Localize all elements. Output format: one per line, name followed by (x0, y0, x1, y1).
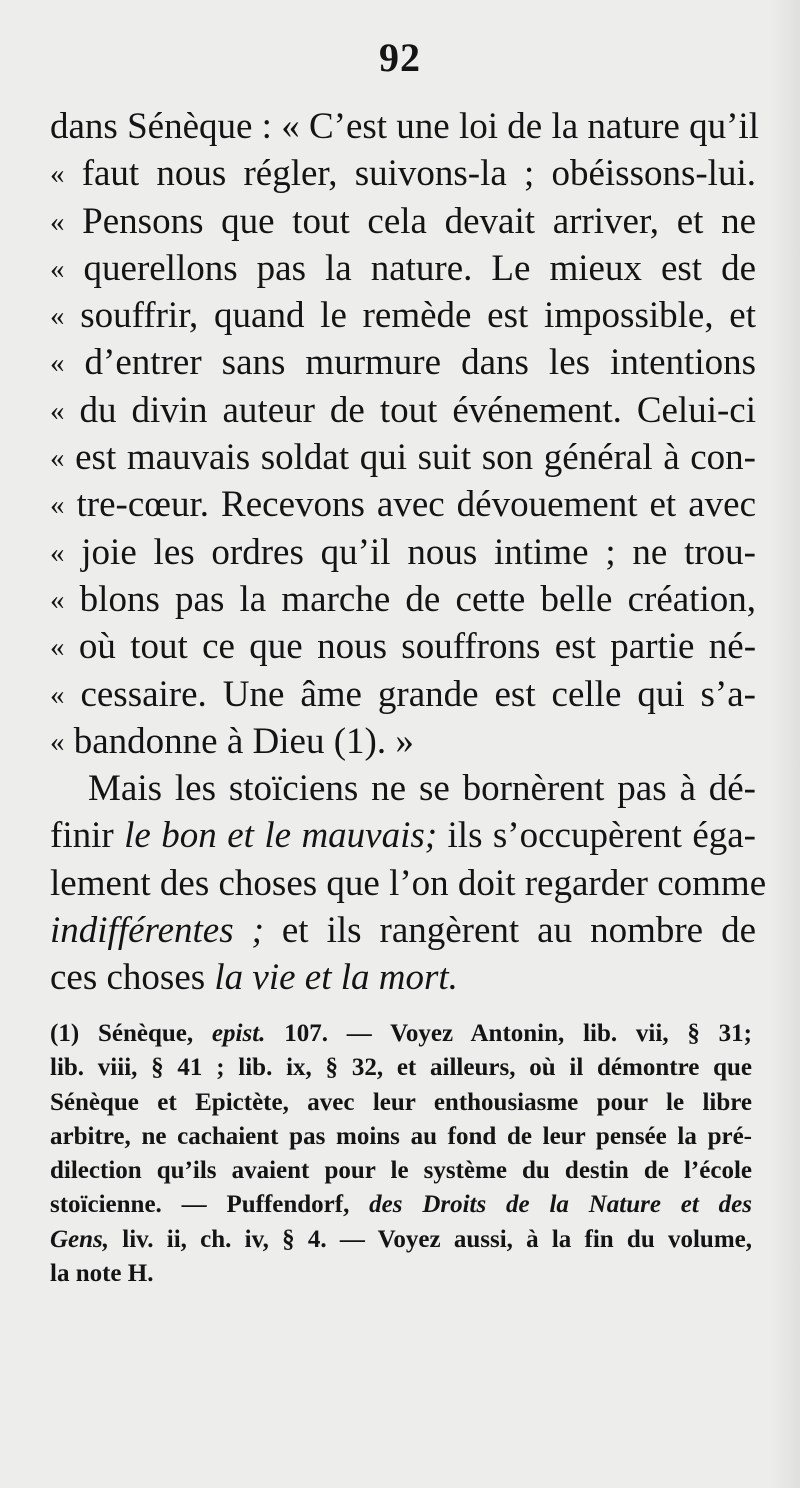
paragraph-line: Mais les stoïciens ne se bornèrent pas à dé- (88, 768, 756, 810)
footnote-line: arbitre, ne cachaient pas moins au fond de leur pensée la pré- (50, 1122, 752, 1150)
footnote-line: stoïcienne. — Puffendorf, des Droits de la Nature et des (50, 1191, 752, 1219)
main-text (50, 103, 767, 1002)
page-number: 92 (379, 35, 421, 80)
footnote-line: dilection qu’ils avaient pour le système du destin de l’école (50, 1157, 752, 1185)
paragraph-line: lement des choses que l’on doit regarder comme (50, 862, 767, 904)
footnote-line: Gens, liv. ii, ch. iv, § 4. — Voyez aussi, à la fin du volume, (50, 1225, 752, 1253)
text-line: « Pensons que tout cela devait arriver, et ne (50, 200, 757, 242)
guillemet: « (50, 205, 65, 238)
paragraph-line: indifférentes ; et ils rangèrent au nombre de (50, 910, 757, 952)
footnote-line: Sénèque et Epictète, avec leur enthousiasme pour le libre (50, 1088, 752, 1116)
text-line: « bandonne à Dieu (1). » (50, 720, 414, 762)
page-edge-shadow (770, 0, 800, 1488)
italic-phrase: la vie et la mort. (214, 957, 458, 999)
guillemet: « (50, 489, 65, 522)
text-line: « tre-cœur. Recevons avec dévouement et avec (50, 484, 756, 526)
text-line: « où tout ce que nous souffrons est partie né- (50, 626, 757, 668)
text-line: « est mauvais soldat qui suit son général à con- (50, 437, 756, 479)
text-line: dans Sénèque : « C’est une loi de la nature qu’il (50, 106, 759, 147)
text-line: « d’entrer sans murmure dans les intentions (50, 342, 757, 384)
text-line: « joie les ordres qu’il nous intime ; ne trou- (50, 531, 756, 573)
guillemet: « (50, 442, 65, 475)
guillemet: « (50, 631, 65, 664)
text-line: « cessaire. Une âme grande est celle qui s’a- (50, 673, 756, 715)
guillemet: « (50, 394, 65, 427)
text-line: « querellons pas la nature. Le mieux est de (50, 247, 756, 289)
text-line: « faut nous régler, suivons-la ; obéissons-lui. (50, 153, 756, 195)
guillemet: « (50, 300, 65, 333)
footnote-line: la note H. (50, 1260, 154, 1288)
italic-phrase: le bon et le mauvais; (124, 815, 438, 857)
footnote-line: lib. viii, § 41 ; lib. ix, § 32, et ailleurs, où il démontre que (50, 1054, 752, 1082)
footnote-line: (1) Sénèque, epist. 107. — Voyez Antonin, lib. vii, § 31; (50, 1020, 752, 1047)
guillemet: « (50, 583, 65, 616)
guillemet: « (50, 347, 65, 380)
text-line: « blons pas la marche de cette belle création, (50, 578, 756, 620)
text-line: « du divin auteur de tout événement. Celui-ci (50, 389, 757, 431)
guillemet: « (50, 536, 65, 569)
text-line: « souffrir, quand le remède est impossible, et (50, 295, 757, 337)
guillemet: « (50, 252, 65, 285)
paragraph-line: finir le bon et le mauvais; ils s’occupèrent éga- (50, 815, 757, 857)
guillemet: « (50, 158, 65, 191)
italic-phrase: indifférentes ; (50, 910, 264, 952)
footnote (50, 1017, 752, 1291)
paragraph-line: ces choses la vie et la mort. (50, 957, 458, 999)
guillemet: « (50, 725, 65, 758)
guillemet: « (50, 678, 65, 711)
